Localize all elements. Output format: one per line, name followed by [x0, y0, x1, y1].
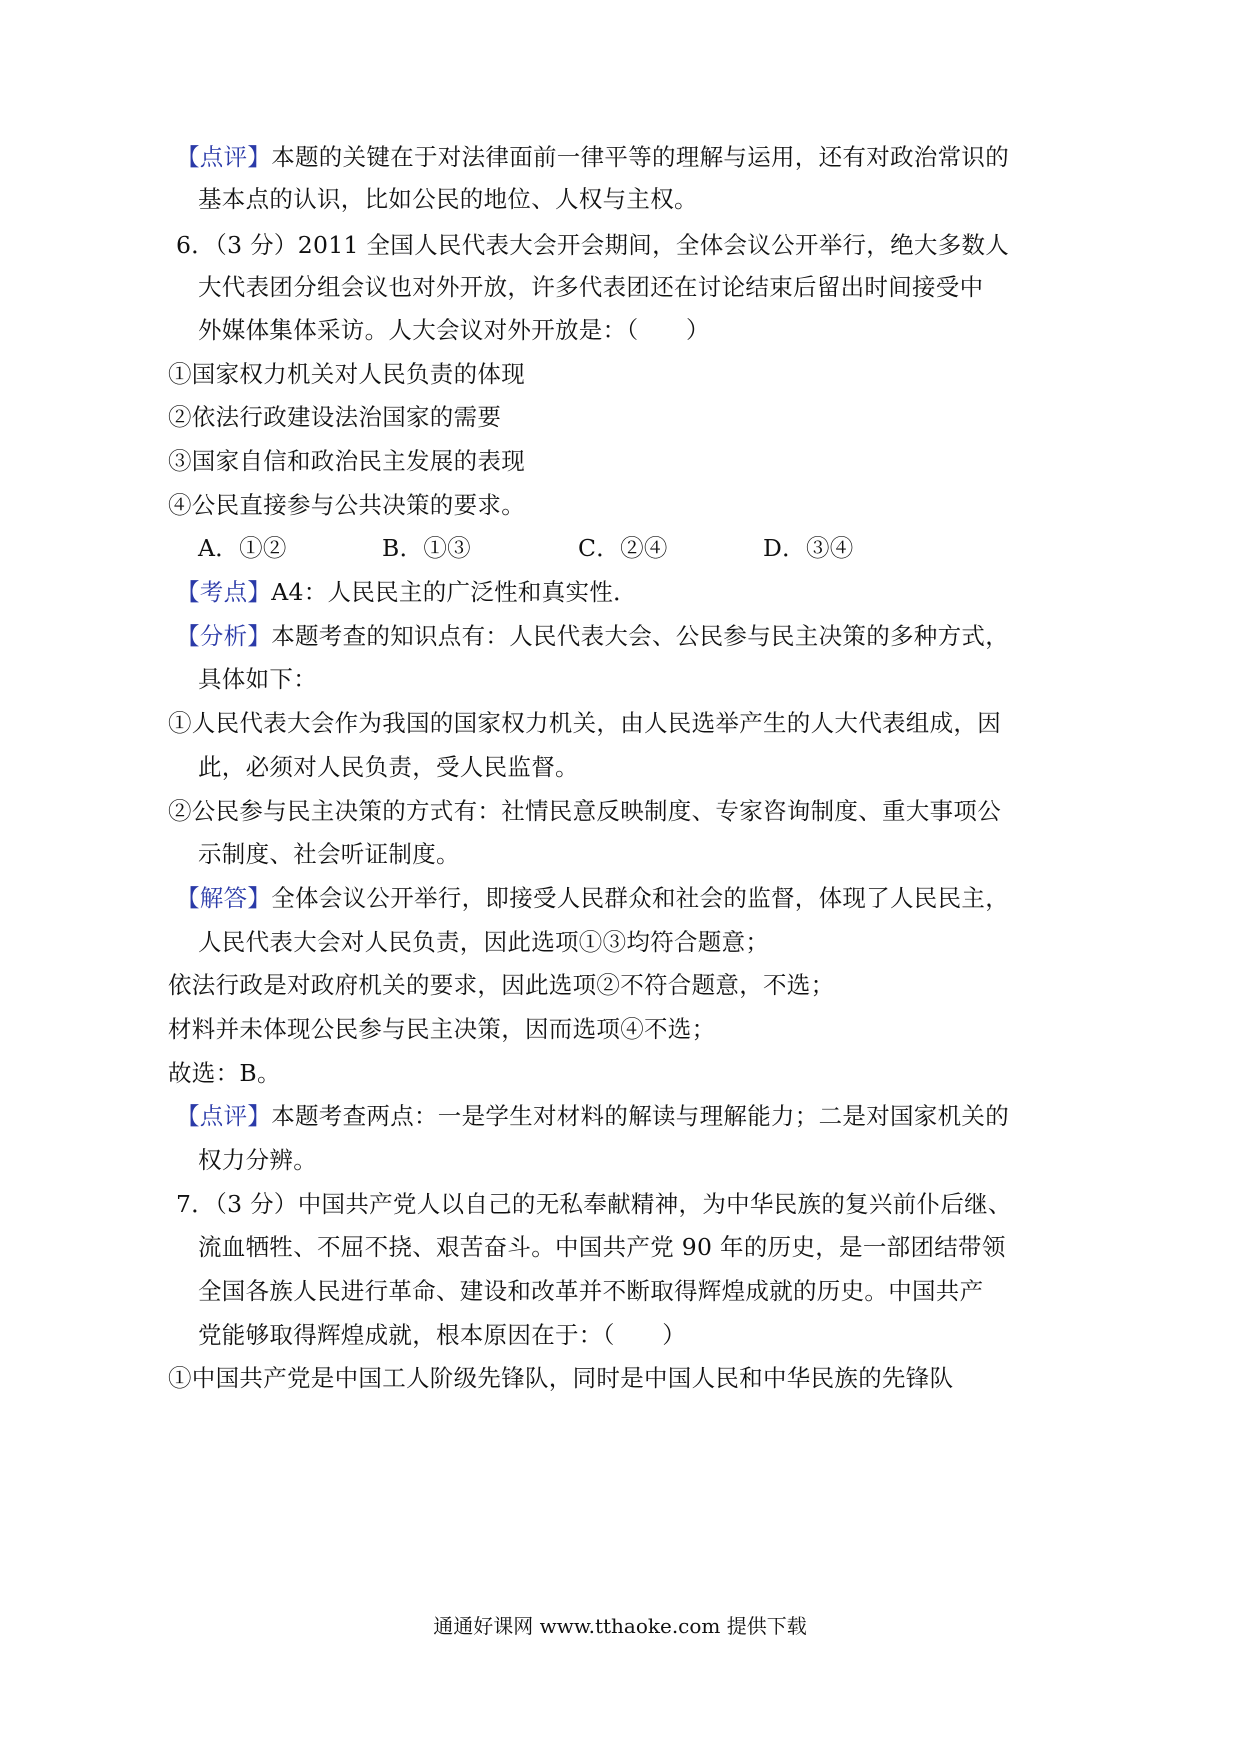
option-d: D．③④: [763, 534, 854, 562]
analysis-line: ①人民代表大会作为我国的国家权力机关，由人民选举产生的人大代表组成，因: [168, 709, 1001, 737]
answer-line: 材料并未体现公民参与民主决策，因而选项④不选；: [168, 1015, 716, 1043]
comment-tag: 【点评】: [176, 143, 272, 171]
question-6-stem: 大代表团分组会议也对外开放，许多代表团还在讨论结束后留出时间接受中: [198, 273, 984, 301]
analysis-line: 具体如下：: [198, 665, 317, 693]
page-footer: 通通好课网 www.tthaoke.com 提供下载: [433, 1614, 807, 1638]
comment-line: 【点评】本题的关键在于对法律面前一律平等的理解与运用，还有对政治常识的: [176, 143, 1010, 171]
question-6-stem: 外媒体集体采访。人大会议对外开放是：（ ）: [198, 316, 710, 344]
question-7-stem: 党能够取得辉煌成就，根本原因在于：（ ）: [198, 1321, 687, 1349]
answer-line: 【解答】全体会议公开举行，即接受人民群众和社会的监督，体现了人民民主，: [176, 884, 1010, 912]
analysis-line: 示制度、社会听证制度。: [198, 840, 460, 868]
question-6-options: [0, 531, 1240, 565]
comment-line: 【点评】本题考查两点：一是学生对材料的解读与理解能力；二是对国家机关的: [176, 1102, 1010, 1130]
comment-tag: 【点评】: [176, 1102, 272, 1130]
kaodian-tag: 【考点】: [176, 578, 272, 606]
option-c: C．②④: [578, 534, 668, 562]
question-7-stem: 流血牺牲、不屈不挠、艰苦奋斗。中国共产党 90 年的历史，是一部团结带领: [198, 1233, 1006, 1261]
answer-line: 人民代表大会对人民负责，因此选项①③均符合题意；: [198, 928, 770, 956]
analysis-line: 此，必须对人民负责，受人民监督。: [198, 753, 579, 781]
kaodian-line: 【考点】A4：人民民主的广泛性和真实性．: [176, 578, 637, 606]
option-b: B．①③: [382, 534, 471, 562]
question-6-item: ①国家权力机关对人民负责的体现: [168, 360, 525, 388]
answer-line: 故选：B。: [168, 1059, 281, 1087]
answer-line: 依法行政是对政府机关的要求，因此选项②不符合题意，不选；: [168, 971, 835, 999]
question-6-stem: 6．（3 分）2011 全国人民代表大会开会期间，全体会议公开举行，绝大多数人: [176, 231, 1010, 259]
question-6-item: ②依法行政建设法治国家的需要: [168, 403, 502, 431]
comment-line: 权力分辨。: [198, 1146, 317, 1174]
question-7-item: ①中国共产党是中国工人阶级先锋队，同时是中国人民和中华民族的先锋队: [168, 1364, 954, 1392]
question-6-item: ④公民直接参与公共决策的要求。: [168, 491, 525, 519]
analysis-tag: 【分析】: [176, 622, 272, 650]
option-a: A．①②: [198, 534, 287, 562]
analysis-line: ②公民参与民主决策的方式有：社情民意反映制度、专家咨询制度、重大事项公: [168, 797, 1001, 825]
comment-line: 基本点的认识，比如公民的地位、人权与主权。: [198, 185, 698, 213]
question-7-stem: 7．（3 分）中国共产党人以自己的无私奉献精神，为中华民族的复兴前仆后继、: [176, 1190, 1012, 1218]
answer-tag: 【解答】: [176, 884, 272, 912]
analysis-line: 【分析】本题考查的知识点有：人民代表大会、公民参与民主决策的多种方式，: [176, 622, 1010, 650]
question-7-stem: 全国各族人民进行革命、建设和改革并不断取得辉煌成就的历史。中国共产: [198, 1277, 984, 1305]
question-6-item: ③国家自信和政治民主发展的表现: [168, 447, 525, 475]
